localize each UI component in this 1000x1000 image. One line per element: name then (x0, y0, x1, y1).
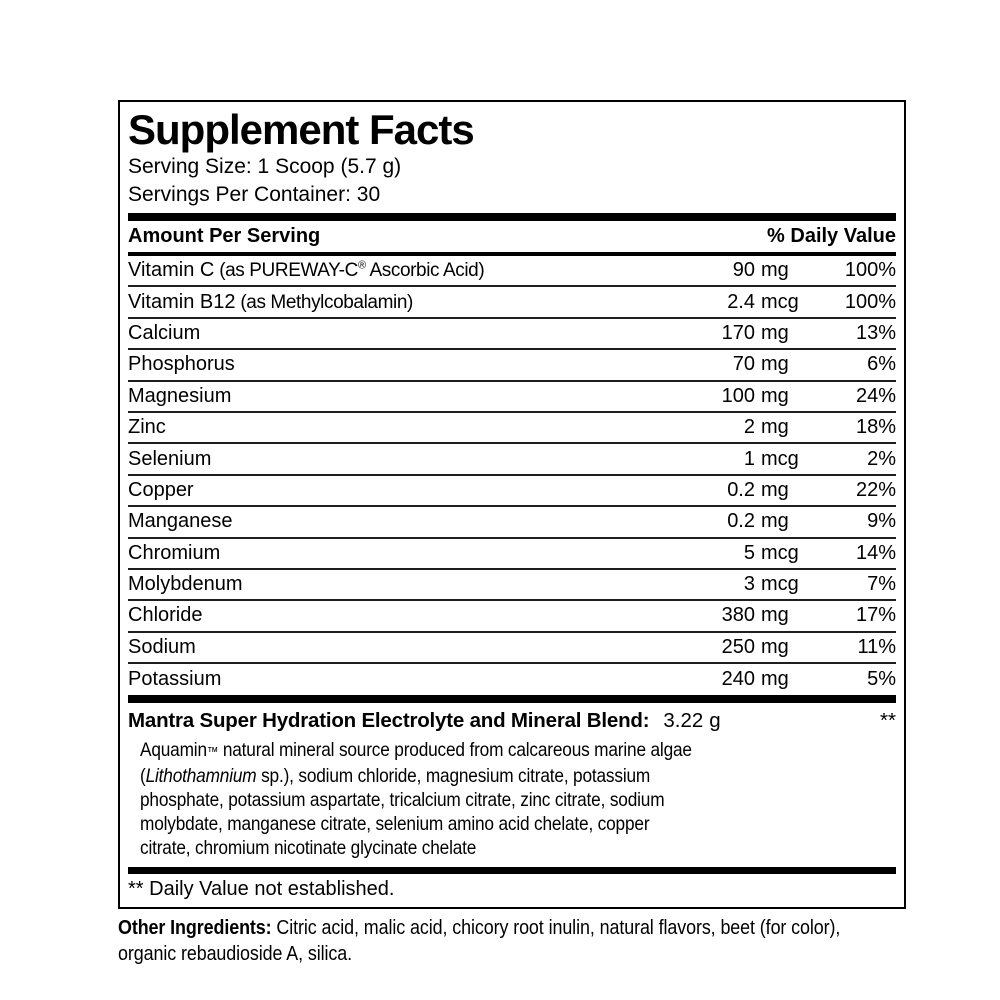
blend-title: Mantra Super Hydration Electrolyte and Mineral Blend: (128, 709, 650, 733)
nutrient-amount-value: 100 (721, 384, 755, 407)
nutrient-amount-value: 380 (721, 604, 755, 627)
nutrient-amount-unit: mg (761, 604, 789, 627)
nutrient-amount-unit: mcg (761, 541, 799, 564)
nutrient-daily-value: 100% (844, 290, 896, 313)
nutrient-name-main: Sodium (128, 635, 196, 658)
nutrient-daily-value: 14% (855, 541, 896, 564)
nutrient-daily-value: 9% (867, 510, 896, 533)
nutrient-detail-pre: (as Methylcobalamin) (235, 291, 413, 313)
registered-trademark-symbol: ® (357, 259, 366, 272)
blend-desc-species: Lithothamnium (145, 765, 257, 788)
supplement-label-page (118, 100, 906, 967)
blend-daily-value: ** (880, 709, 896, 733)
table-row (128, 319, 896, 350)
nutrient-amount-unit: mcg (761, 447, 799, 470)
nutrient-name-main: Selenium (128, 447, 212, 470)
amount-per-serving-header: Amount Per Serving (128, 225, 321, 247)
nutrient-daily-value: 13% (855, 321, 896, 344)
nutrient-amount-value: 70 (732, 353, 755, 376)
supplement-facts-panel (118, 100, 906, 909)
nutrient-amount-value: 5 (743, 541, 755, 564)
nutrient-amount (638, 384, 789, 408)
nutrient-name (128, 291, 638, 314)
nutrient-amount (638, 668, 789, 691)
blend-description (140, 738, 693, 860)
nutrient-amount-value: 3 (743, 573, 755, 596)
nutrient-daily-value: 17% (855, 604, 896, 627)
nutrient-name (128, 259, 638, 282)
nutrient-amount-unit: mg (761, 384, 789, 407)
blend-desc-aquamin: Aquamin (140, 739, 207, 762)
nutrient-amount-unit: mg (761, 478, 789, 501)
other-ingredients (118, 916, 900, 967)
nutrient-amount (638, 321, 789, 345)
nutrient-amount (638, 604, 789, 627)
nutrient-daily-value: 11% (857, 635, 896, 658)
blend-desc-end: sp.), sodium chloride, magnesium citrate, potassium phosphate, potassium aspartate, tricalcium citrate, zinc citrate, sodium molybdate, manganese citrate, selenium amino acid chelate, copper citrate, chromium nicotinate glycinate chelate (140, 765, 665, 860)
daily-value-header: % Daily Value (767, 225, 896, 247)
nutrient-name (128, 510, 638, 533)
table-header-row (128, 221, 896, 252)
table-row (128, 570, 896, 601)
nutrient-name (128, 448, 638, 471)
nutrient-name-detail (214, 260, 484, 281)
nutrient-name-main: Chloride (128, 604, 203, 627)
nutrient-name-main: Zinc (128, 416, 166, 439)
nutrient-amount-unit: mcg (761, 573, 799, 596)
nutrient-name (128, 479, 638, 502)
nutrient-name-main: Molybdenum (128, 573, 243, 596)
nutrient-name (128, 322, 638, 345)
serving-size-line: Serving Size: 1 Scoop (5.7 g) (128, 155, 402, 178)
nutrient-amount (638, 353, 789, 376)
blend-amount-value: 3.22 (663, 709, 704, 733)
table-row (128, 601, 896, 632)
table-row (128, 664, 896, 695)
nutrient-amount (638, 259, 789, 282)
table-row (128, 507, 896, 538)
nutrient-name (128, 636, 638, 659)
nutrient-amount-value: 240 (721, 668, 755, 691)
nutrient-amount-unit: mg (761, 510, 789, 533)
nutrient-amount (638, 416, 789, 439)
nutrient-amount-value: 0.2 (727, 478, 755, 501)
nutrient-daily-value: 100% (844, 259, 896, 282)
blend-desc-middle: natural mineral source produced from calcareous marine algae ( (140, 739, 692, 788)
nutrient-amount-unit: mcg (761, 290, 799, 313)
nutrient-amount-value: 170 (721, 321, 755, 344)
other-ingredients-label: Other Ingredients: (118, 917, 272, 940)
nutrient-name-main: Phosphorus (128, 353, 235, 376)
nutrient-name (128, 668, 638, 691)
nutrient-amount-value: 250 (721, 635, 755, 658)
nutrient-name-main: Chromium (128, 541, 221, 564)
nutrient-name (128, 385, 638, 408)
other-ingredients-text: Citric acid, malic acid, chicory root inulin, natural flavors, beet (for color), organic rebaudioside A, silica. (118, 917, 841, 965)
nutrient-detail-pre: (as PUREWAY-C (214, 260, 358, 282)
nutrient-daily-value: 22% (855, 478, 896, 501)
nutrient-amount (638, 290, 799, 314)
table-row (128, 256, 896, 287)
nutrient-amount-unit: mg (761, 416, 789, 439)
blend-amount (663, 709, 720, 733)
table-row (128, 287, 896, 318)
nutrient-name-detail (235, 292, 412, 313)
nutrient-amount (638, 510, 789, 533)
nutrient-amount (638, 573, 799, 596)
nutrient-amount-value: 2.4 (727, 290, 755, 313)
nutrient-amount-unit: mg (761, 353, 789, 376)
nutrient-amount-value: 1 (743, 447, 755, 470)
nutrient-name (128, 353, 638, 376)
panel-title: Supplement Facts (128, 106, 474, 153)
nutrient-daily-value: 2% (867, 447, 896, 470)
blend-row (128, 706, 896, 736)
trademark-symbol: ™ (206, 744, 219, 760)
table-row (128, 539, 896, 570)
nutrient-rows (128, 256, 896, 695)
daily-value-footnote: ** Daily Value not established. (128, 878, 395, 901)
divider-thick-footnote (128, 867, 896, 874)
nutrient-amount-unit: mg (761, 259, 789, 282)
nutrient-daily-value: 7% (867, 573, 896, 596)
nutrient-amount-unit: mg (761, 668, 789, 691)
divider-thick-top (128, 213, 896, 221)
nutrient-name (128, 416, 638, 439)
nutrient-amount-value: 2 (743, 416, 755, 439)
table-row (128, 350, 896, 381)
nutrient-name-main: Calcium (128, 321, 201, 344)
table-row (128, 413, 896, 444)
nutrient-name-main: Copper (128, 478, 194, 501)
servings-per-container-line: Servings Per Container: 30 (128, 182, 381, 206)
divider-thick-after-rows (128, 695, 896, 703)
nutrient-amount-unit: mg (761, 321, 789, 344)
nutrient-amount (638, 447, 799, 471)
table-row (128, 444, 896, 475)
nutrient-name-main: Manganese (128, 510, 233, 533)
nutrient-name (128, 542, 638, 565)
nutrient-daily-value: 18% (855, 416, 896, 439)
blend-amount-unit: g (709, 709, 721, 733)
nutrient-amount (638, 541, 799, 565)
nutrient-daily-value: 6% (867, 353, 896, 376)
nutrient-daily-value: 24% (855, 384, 896, 407)
nutrient-amount-value: 0.2 (727, 510, 755, 533)
nutrient-name-main: Magnesium (128, 384, 232, 407)
nutrient-daily-value: 5% (867, 668, 896, 691)
table-row (128, 382, 896, 413)
nutrient-amount (638, 478, 789, 502)
nutrient-name-main: Potassium (128, 668, 222, 691)
nutrient-name-main: Vitamin C (128, 259, 215, 282)
table-row (128, 476, 896, 507)
nutrient-detail-post: Ascorbic Acid) (365, 260, 485, 282)
nutrient-amount-unit: mg (761, 635, 789, 658)
nutrient-name-main: Vitamin B12 (128, 290, 236, 313)
nutrient-amount-value: 90 (732, 259, 755, 282)
nutrient-name (128, 573, 638, 596)
nutrient-name (128, 604, 638, 627)
nutrient-amount (638, 635, 789, 659)
table-row (128, 633, 896, 664)
